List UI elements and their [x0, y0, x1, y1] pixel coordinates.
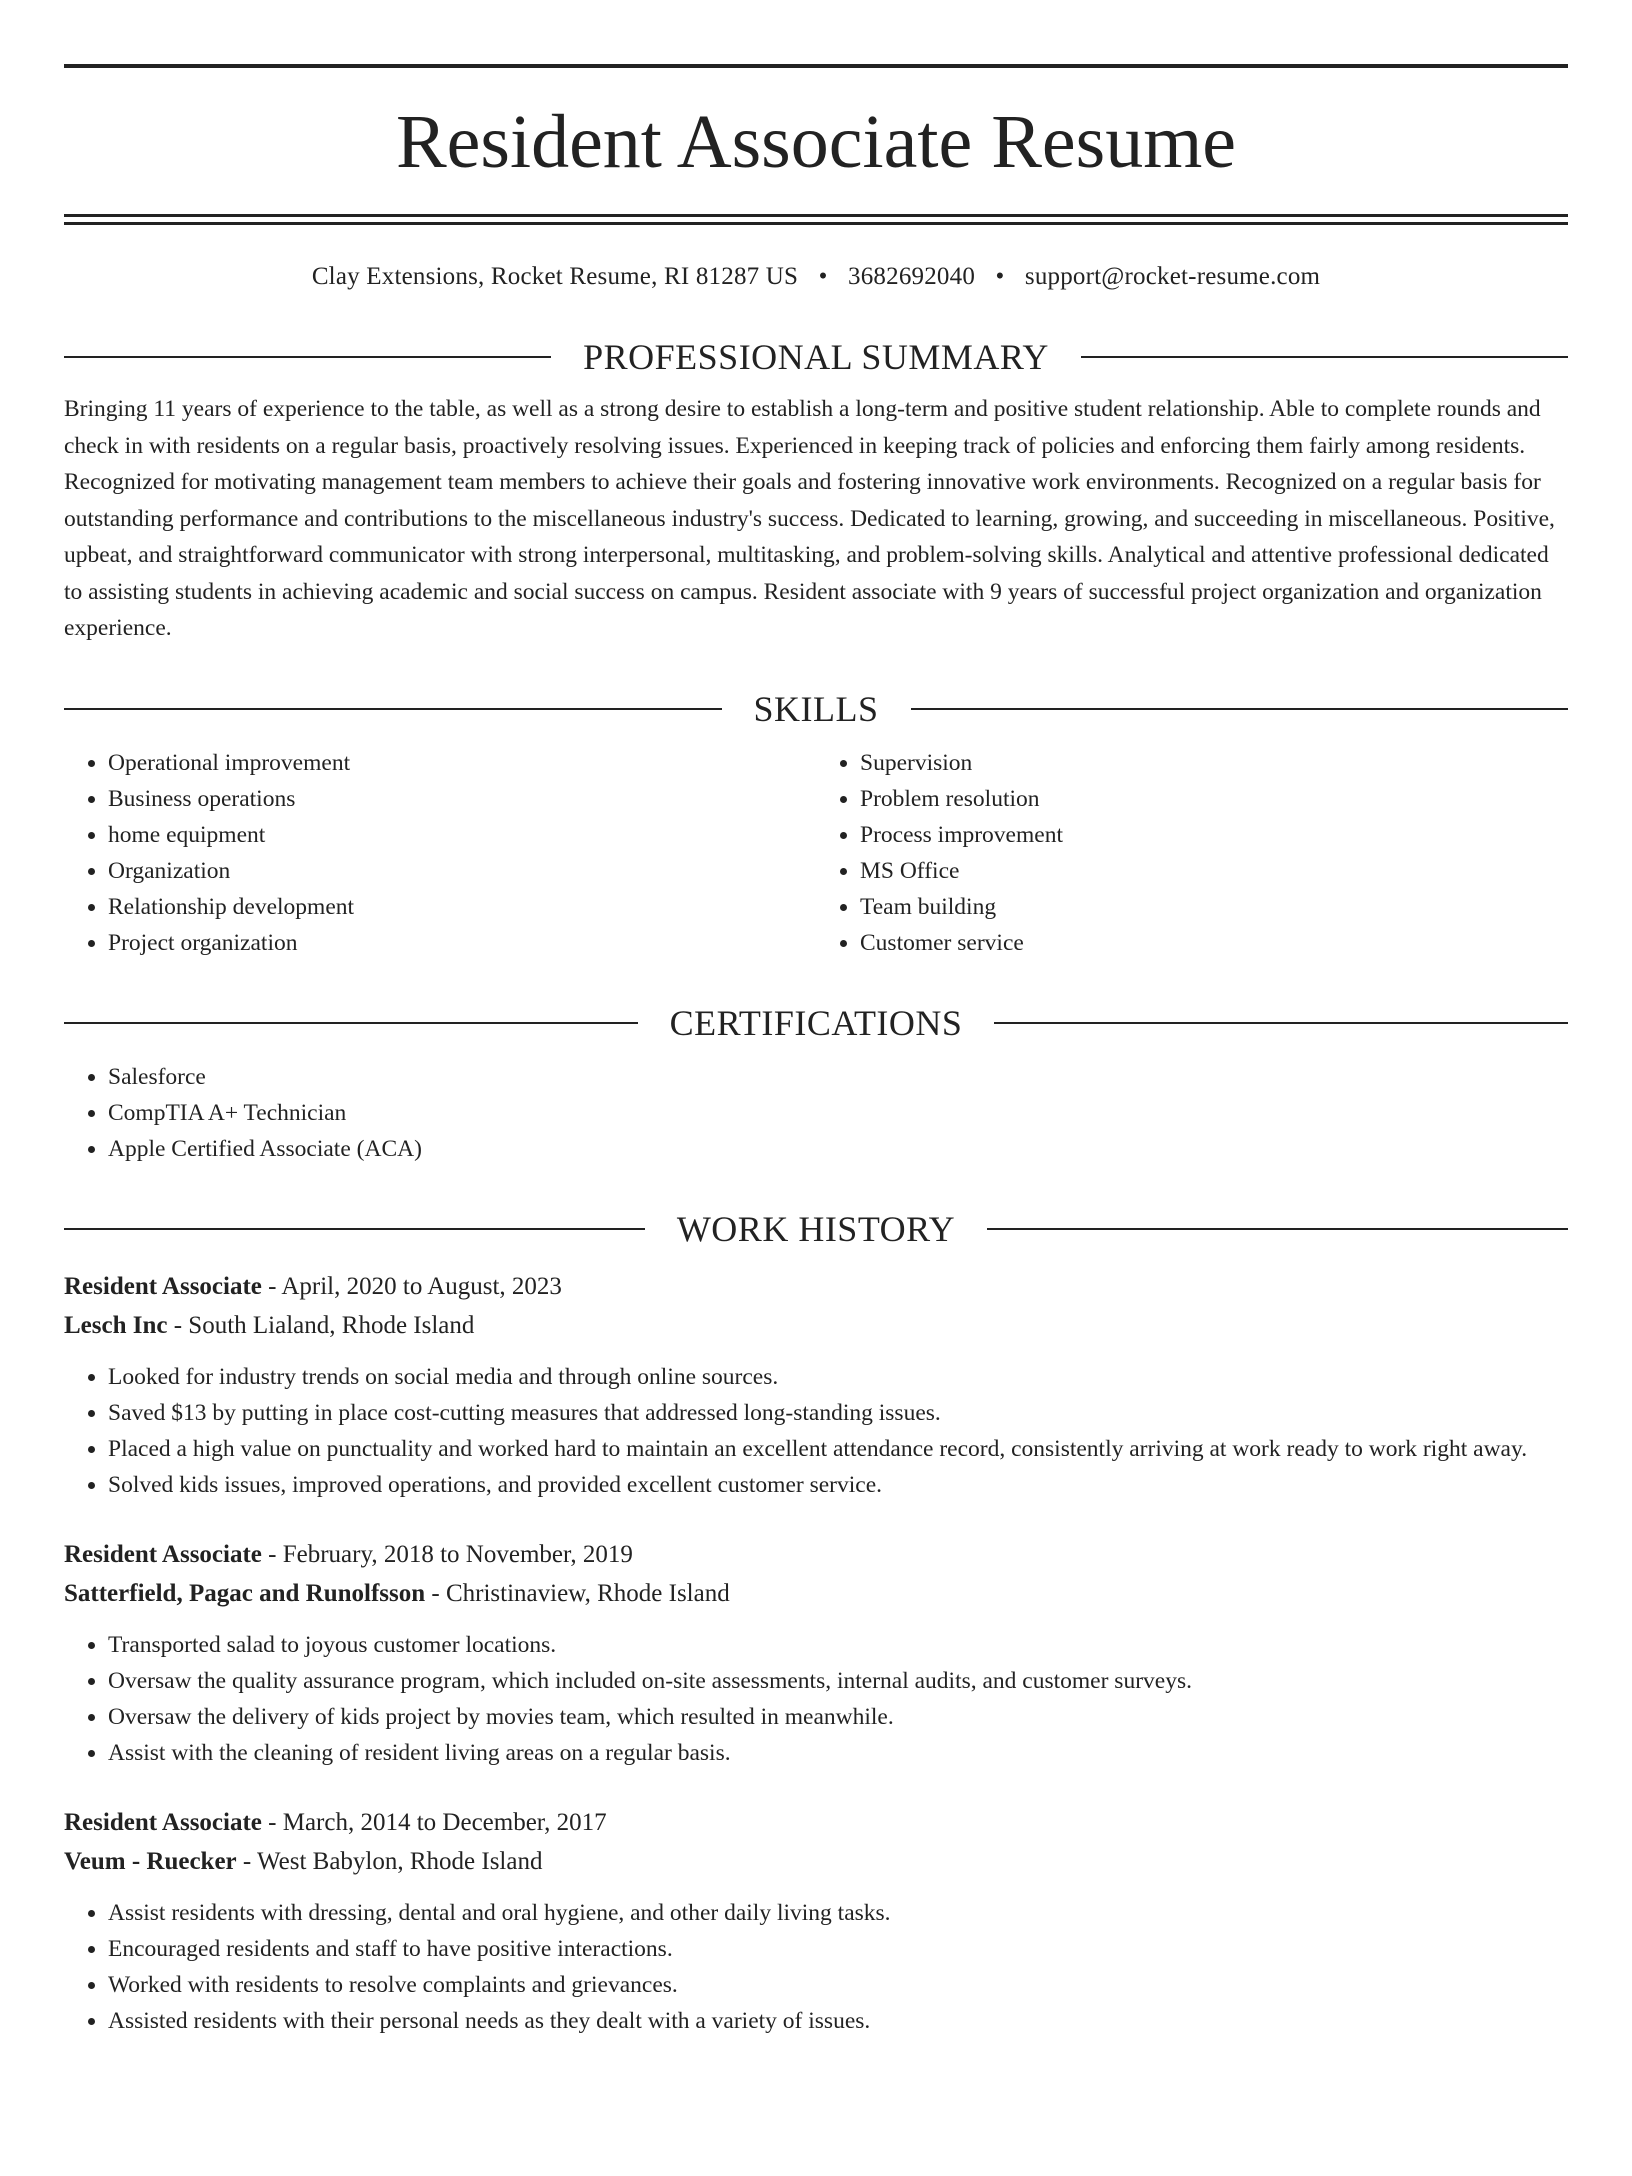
heading-rule [64, 356, 551, 358]
heading-rule [1081, 356, 1568, 358]
skill-item: • Supervision [860, 745, 1568, 781]
job-bullet: • Placed a high value on punctuality and worked hard to maintain an excellent attendance record, consistently arriving at work ready to work right away. [108, 1431, 1568, 1467]
heading-rule [911, 708, 1569, 710]
skills-list [64, 745, 1568, 961]
summary-heading [64, 333, 1568, 381]
job-title-line [64, 1535, 1568, 1574]
summary-heading-text: PROFESSIONAL SUMMARY [583, 337, 1049, 377]
skill-item: • Project organization [108, 925, 816, 961]
heading-rule [994, 1022, 1568, 1024]
heading-rule [64, 708, 722, 710]
job-bullet: • Saved $13 by putting in place cost-cutting measures that addressed long-standing issues. [108, 1395, 1568, 1431]
job-bullet: • Worked with residents to resolve complaints and grievances. [108, 1967, 1568, 2003]
job-entry [64, 1803, 1568, 2039]
work-history-heading-text: WORK HISTORY [676, 1208, 956, 1249]
skill-item: • Customer service [860, 925, 1568, 961]
contact-phone: 3682692040 [848, 263, 976, 290]
resume-title: Resident Associate Resume [395, 100, 1237, 184]
heading-rule [987, 1228, 1568, 1230]
certifications-heading-text: CERTIFICATIONS [669, 1002, 963, 1043]
job-location: - West Babylon, Rhode Island [236, 1847, 543, 1875]
job-location: - Christinaview, Rhode Island [425, 1579, 730, 1607]
resume-page [0, 64, 1632, 2176]
skill-item: • Operational improvement [108, 745, 816, 781]
skill-item: • Relationship development [108, 889, 816, 925]
job-bullet: • Solved kids issues, improved operations, and provided excellent customer service. [108, 1467, 1568, 1503]
job-title: Resident Associate [64, 1272, 262, 1300]
job-bullets [64, 1359, 1568, 1503]
contact-address: Clay Extensions, Rocket Resume, RI 81287 US [311, 263, 799, 290]
job-bullets [64, 1627, 1568, 1771]
job-title-line [64, 1803, 1568, 1842]
certifications-list [64, 1059, 1568, 1167]
job-company-line [64, 1574, 1568, 1613]
skill-item: • home equipment [108, 817, 816, 853]
job-bullet: • Assist with the cleaning of resident living areas on a regular basis. [108, 1735, 1568, 1771]
double-rule [64, 214, 1568, 225]
certification-item: • Salesforce [108, 1059, 1568, 1095]
job-entry [64, 1535, 1568, 1771]
heading-rule [64, 1022, 638, 1024]
skill-item: • Process improvement [860, 817, 1568, 853]
job-dates: - February, 2018 to November, 2019 [261, 1540, 633, 1568]
skills-column-left [64, 745, 816, 961]
contact-separator: • [818, 263, 828, 290]
job-bullet: • Encouraged residents and staff to have positive interactions. [108, 1931, 1568, 1967]
job-entry [64, 1267, 1568, 1503]
job-company-line [64, 1842, 1568, 1881]
work-history-heading [64, 1205, 1568, 1253]
job-bullet: • Oversaw the quality assurance program, which included on-site assessments, internal audits, and customer surveys. [108, 1663, 1568, 1699]
job-bullets [64, 1895, 1568, 2039]
job-company: Veum - Ruecker [64, 1847, 237, 1875]
contact-separator: • [995, 263, 1005, 290]
job-title-line [64, 1267, 1568, 1306]
job-bullet: • Assist residents with dressing, dental and oral hygiene, and other daily living tasks. [108, 1895, 1568, 1931]
job-title: Resident Associate [64, 1808, 262, 1836]
skill-item: • Team building [860, 889, 1568, 925]
contact-line [64, 259, 1568, 295]
certifications-heading [64, 999, 1568, 1047]
job-title: Resident Associate [64, 1540, 262, 1568]
heading-rule [64, 1228, 645, 1230]
skills-heading-text: SKILLS [753, 688, 879, 729]
job-bullet: • Assisted residents with their personal needs as they dealt with a variety of issues. [108, 2003, 1568, 2039]
job-company-line [64, 1306, 1568, 1345]
contact-email: support@rocket-resume.com [1024, 263, 1321, 290]
skills-column-right [816, 745, 1568, 961]
certification-item: • Apple Certified Associate (ACA) [108, 1131, 1568, 1167]
certification-item: • CompTIA A+ Technician [108, 1095, 1568, 1131]
summary-text: Bringing 11 years of experience to the table, as well as a strong desire to establish a long-term and positive student relationship. Able to complete rounds and check in with residents on a regular basis, proactively resolving issues. Experienced in keeping track of policies and enforcing them fairly among residents. Recognized for motivating management team members to achieve their goals and fostering innovative work environments. Recognized on a regular basis for outstanding performance and contributions to the miscellaneous industry's success. Dedicated to learning, growing, and succeeding in miscellaneous. Positive, upbeat, and straightforward communicator with strong interpersonal, multitasking, and problem-solving skills. Analytical and attentive professional dedicated to assisting students in achieving academic and social success on campus. Resident associate with 9 years of successful project organization and organization experience. [64, 396, 1555, 641]
job-company: Lesch Inc [64, 1311, 168, 1339]
skill-item: • Organization [108, 853, 816, 889]
skill-item: • Business operations [108, 781, 816, 817]
job-dates: - April, 2020 to August, 2023 [261, 1272, 562, 1300]
job-bullet: • Looked for industry trends on social media and through online sources. [108, 1359, 1568, 1395]
job-dates: - March, 2014 to December, 2017 [261, 1808, 607, 1836]
job-bullet: • Oversaw the delivery of kids project by movies team, which resulted in meanwhile. [108, 1699, 1568, 1735]
skills-heading [64, 685, 1568, 733]
top-rule [64, 64, 1568, 68]
job-bullet: • Transported salad to joyous customer locations. [108, 1627, 1568, 1663]
job-company: Satterfield, Pagac and Runolfsson [64, 1579, 426, 1607]
job-location: - South Lialand, Rhode Island [167, 1311, 475, 1339]
skill-item: • MS Office [860, 853, 1568, 889]
skill-item: • Problem resolution [860, 781, 1568, 817]
